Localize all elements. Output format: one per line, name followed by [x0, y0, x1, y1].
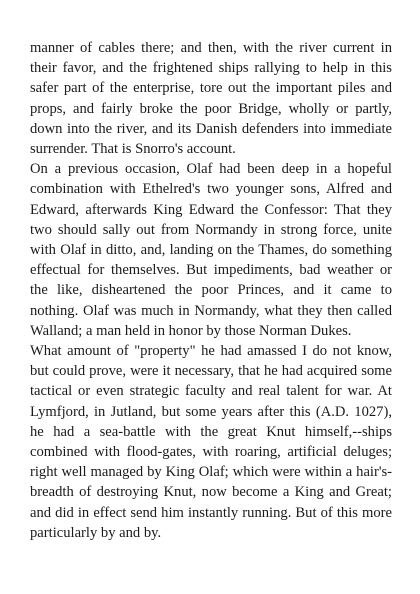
- paragraph-lymfjord-battle: What amount of "property" he had amassed I do not know, but could prove, were it necessary, that he had acquired some tactical or even strategic faculty and real talent for war. At Lymfjord, in Jutland, but some years after this (A.D. 1027), he had a sea-battle with the great Knut himself,--ships combined with flood-gates, with roaring, artificial deluges; right well managed by King Olaf; which were within a hair's-breadth of destroying Knut, now become a King and Great; and did in effect send him instantly running. But of this more particularly by and by.: [30, 343, 392, 541]
- paragraph-snorro-account: manner of cables there; and then, with the river current in their favor, and the frightened ships rallying to help in this safer part of the enterprise, tore out the important piles and props, and fairly broke the poor Bridge, wholly or partly, down into the river, and its Danish defenders into immediate surrender. That is Snorro's account.: [30, 40, 392, 158]
- document-page: [30, 38, 392, 543]
- paragraph-normandy-plan: On a previous occasion, Olaf had been deep in a hopeful combination with Ethelred's two younger sons, Alfred and Edward, afterwards King Edward the Confessor: That they two should sally out from Normandy in strong force, unite with Olaf in ditto, and, landing on the Thames, do something effectual for themselves. But impediments, bad weather or the like, disheartened the poor Princes, and it came to nothing. Olaf was much in Normandy, what they then called Walland; a man held in honor by those Norman Dukes.: [30, 161, 392, 339]
